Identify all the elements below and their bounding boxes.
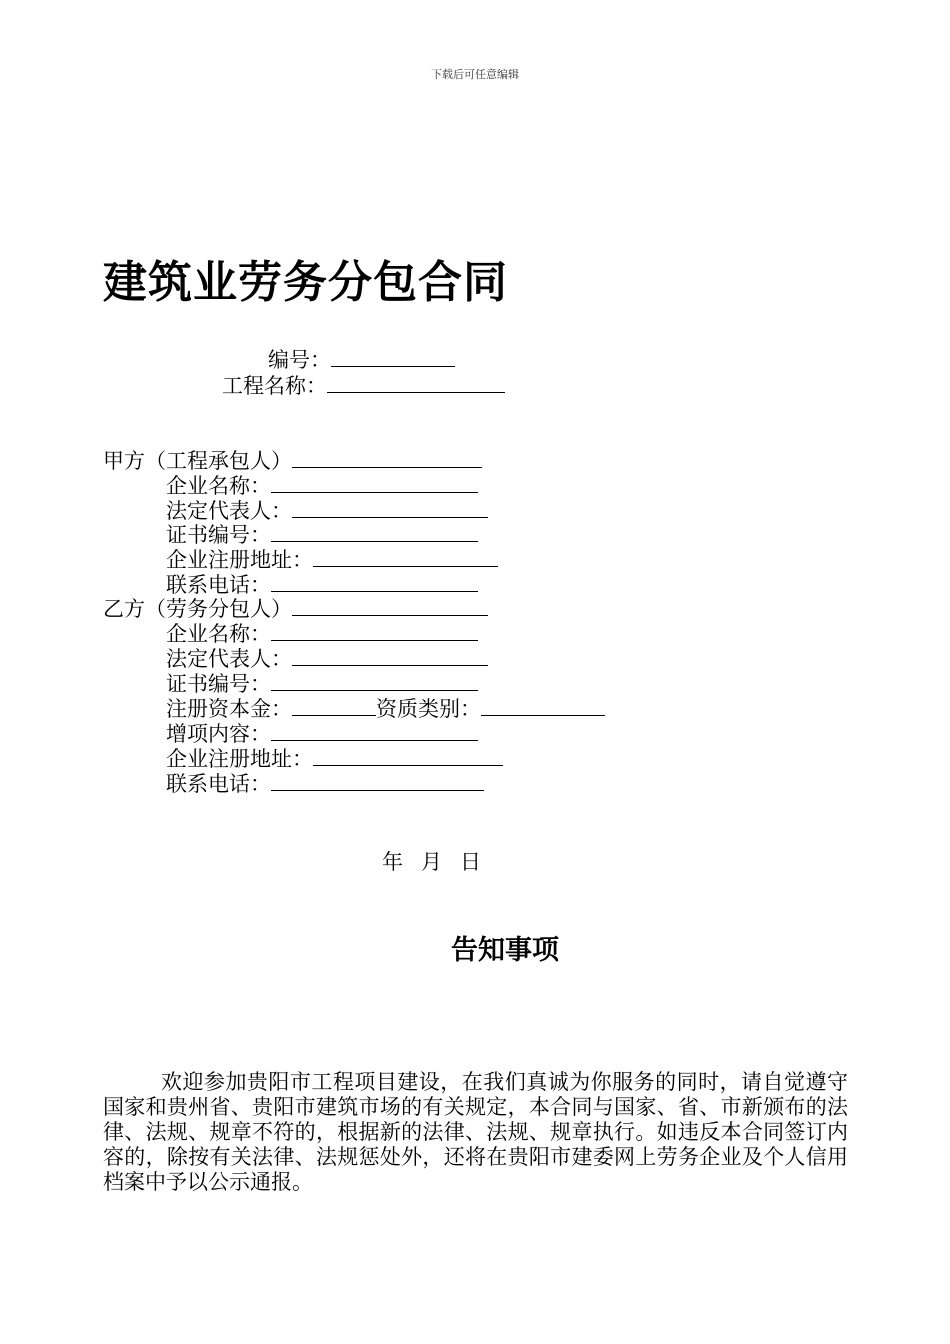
party-b-capital-field (166, 697, 605, 722)
party-a-address-blank[interactable] (313, 548, 498, 567)
party-b-capital-label: 注册资本金： (166, 697, 292, 721)
party-b-phone-label: 联系电话： (166, 772, 271, 796)
party-b-address-label: 企业注册地址： (166, 747, 313, 771)
contract-no-label: 编号： (268, 348, 331, 372)
date-line (382, 846, 499, 876)
party-b-address-field (166, 747, 503, 772)
party-b-company-blank[interactable] (271, 622, 478, 641)
party-a-company-blank[interactable] (271, 474, 478, 493)
party-b-legal-rep-label: 法定代表人： (166, 647, 292, 671)
party-a-phone-label: 联系电话： (166, 573, 271, 597)
party-b-cert-label: 证书编号： (166, 672, 271, 696)
party-b-qualification-label: 资质类别： (376, 697, 481, 721)
party-a-cert-blank[interactable] (271, 523, 478, 542)
party-b-phone-field (166, 772, 484, 797)
party-b-extra-field (166, 722, 478, 747)
date-year: 年 (382, 850, 403, 874)
party-a-phone-field (166, 573, 478, 598)
party-b-capital-blank[interactable] (292, 697, 376, 716)
party-b-phone-blank[interactable] (271, 772, 484, 791)
party-a-legal-rep-field (166, 499, 488, 524)
party-b-address-blank[interactable] (313, 747, 503, 766)
project-name-blank[interactable] (327, 374, 505, 393)
contract-no-field (268, 348, 455, 373)
party-b-heading-field (103, 597, 488, 622)
party-a-cert-label: 证书编号： (166, 523, 271, 547)
party-a-blank[interactable] (292, 449, 482, 468)
party-b-extra-blank[interactable] (271, 722, 478, 741)
party-b-company-label: 企业名称： (166, 622, 271, 646)
party-a-heading: 甲方（工程承包人） (103, 449, 292, 473)
header-note: 下载后可任意编辑 (431, 68, 519, 81)
notice-body: 欢迎参加贵阳市工程项目建设，在我们真诚为你服务的同时，请自觉遵守国家和贵州省、贵阳市建筑市场的有关规定，本合同与国家、省、市新颁布的法律、法规、规章不符的，根据新的法律、法规、规章执行。如违反本合同签订内容的，除按有关法律、法规惩处外，还将在贵阳市建委网上劳务企业及个人信用档案中予以公示通报。 (103, 1070, 848, 1194)
party-b-legal-rep-blank[interactable] (292, 647, 488, 666)
contract-no-blank[interactable] (331, 348, 455, 367)
party-b-qualification-blank[interactable] (481, 697, 605, 716)
date-month: 月 (421, 850, 442, 874)
notice-title: 告知事项 (451, 935, 559, 966)
party-b-legal-rep-field (166, 647, 488, 672)
party-a-address-label: 企业注册地址： (166, 548, 313, 572)
party-b-cert-field (166, 672, 478, 697)
party-a-company-field (166, 474, 478, 499)
party-a-cert-field (166, 523, 478, 548)
party-a-legal-rep-blank[interactable] (292, 499, 488, 518)
party-a-legal-rep-label: 法定代表人： (166, 499, 292, 523)
party-b-blank[interactable] (292, 597, 488, 616)
party-b-extra-label: 增项内容： (166, 722, 271, 746)
party-a-address-field (166, 548, 498, 573)
party-b-heading: 乙方（劳务分包人） (103, 597, 292, 621)
project-name-field (222, 374, 505, 399)
date-day: 日 (460, 850, 481, 874)
party-a-phone-blank[interactable] (271, 573, 478, 592)
party-b-cert-blank[interactable] (271, 672, 478, 691)
party-b-company-field (166, 622, 478, 647)
party-a-company-label: 企业名称： (166, 474, 271, 498)
project-name-label: 工程名称： (222, 374, 327, 398)
contract-title: 建筑业劳务分包合同 (103, 257, 508, 308)
party-a-heading-field (103, 449, 482, 474)
